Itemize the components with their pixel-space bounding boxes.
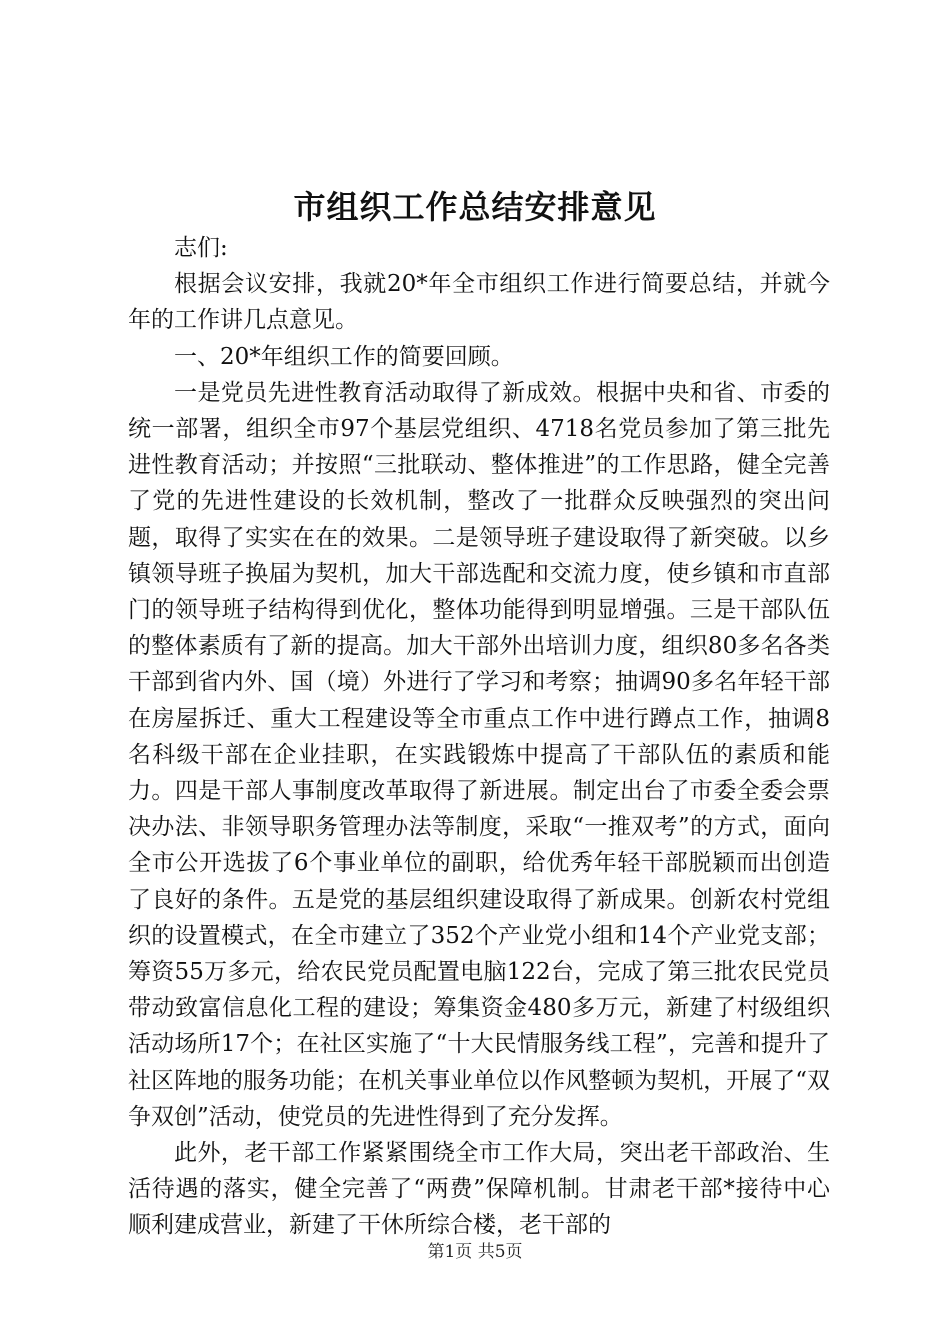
- page-footer: 第1页 共5页: [427, 1242, 523, 1262]
- document-title: 市组织工作总结安排意见: [293, 188, 657, 226]
- salutation-paragraph: 志们:: [174, 235, 228, 261]
- section-heading-paragraph: 一、20*年组织工作的简要回顾。: [174, 343, 514, 370]
- review-paragraph: 一是党员先进性教育活动取得了新成效。根据中央和省、市委的统一部署，组织全市97个基层党组织、4718名党员参加了第三批先进性教育活动；并按照“三批联动、整体推进”的工作思路，健全完善了党的先进性建设的长效机制，整改了一批群众反映强烈的突出问题，取得了实实在在的效果。二是领导班子建设取得了新突破。以乡镇领导班子换届为契机，加大干部选配和交流力度，使乡镇和市直部门的领导班子结构得到优化，整体功能得到明显增强。三是干部队伍的整体素质有了新的提高。加大干部外出培训力度，组织80多名各类干部到省内外、国（境）外进行了学习和考察；抽调90多名年轻干部在房屋拆迁、重大工程建设等全市重点工作中进行蹲点工作，抽调8名科级干部在企业挂职，在实践锻炼中提高了干部队伍的素质和能力。四是干部人事制度改革取得了新进展。制定出台了市委全委会票决办法、非领导职务管理办法等制度，采取“一推双考”的方式，面向全市公开选拔了6个事业单位的副职，给优秀年轻干部脱颖而出创造了良好的条件。五是党的基层组织建设取得了新成果。创新农村党组织的设置模式，在全市建立了352个产业党小组和14个产业党支部；筹资55万多元，给农民党员配置电脑122台，完成了第三批农民党员带动致富信息化工程的建设；筹集资金480多万元，新建了村级组织活动场所17个；在社区实施了“十大民情服务线工程”，完善和提升了社区阵地的服务功能；在机关事业单位以作风整顿为契机，开展了“双争双创”活动，使党员的先进性得到了充分发挥。: [128, 379, 830, 1130]
- document-body: [128, 230, 830, 1244]
- intro-paragraph: 根据会议安排，我就20*年全市组织工作进行简要总结，并就今年的工作讲几点意见。: [128, 271, 830, 334]
- retired-cadres-paragraph: 此外，老干部工作紧紧围绕全市工作大局，突出老干部政治、生活待遇的落实，健全完善了“两费”保障机制。甘肃老干部*接待中心顺利建成营业，新建了干休所综合楼，老干部的: [128, 1140, 830, 1239]
